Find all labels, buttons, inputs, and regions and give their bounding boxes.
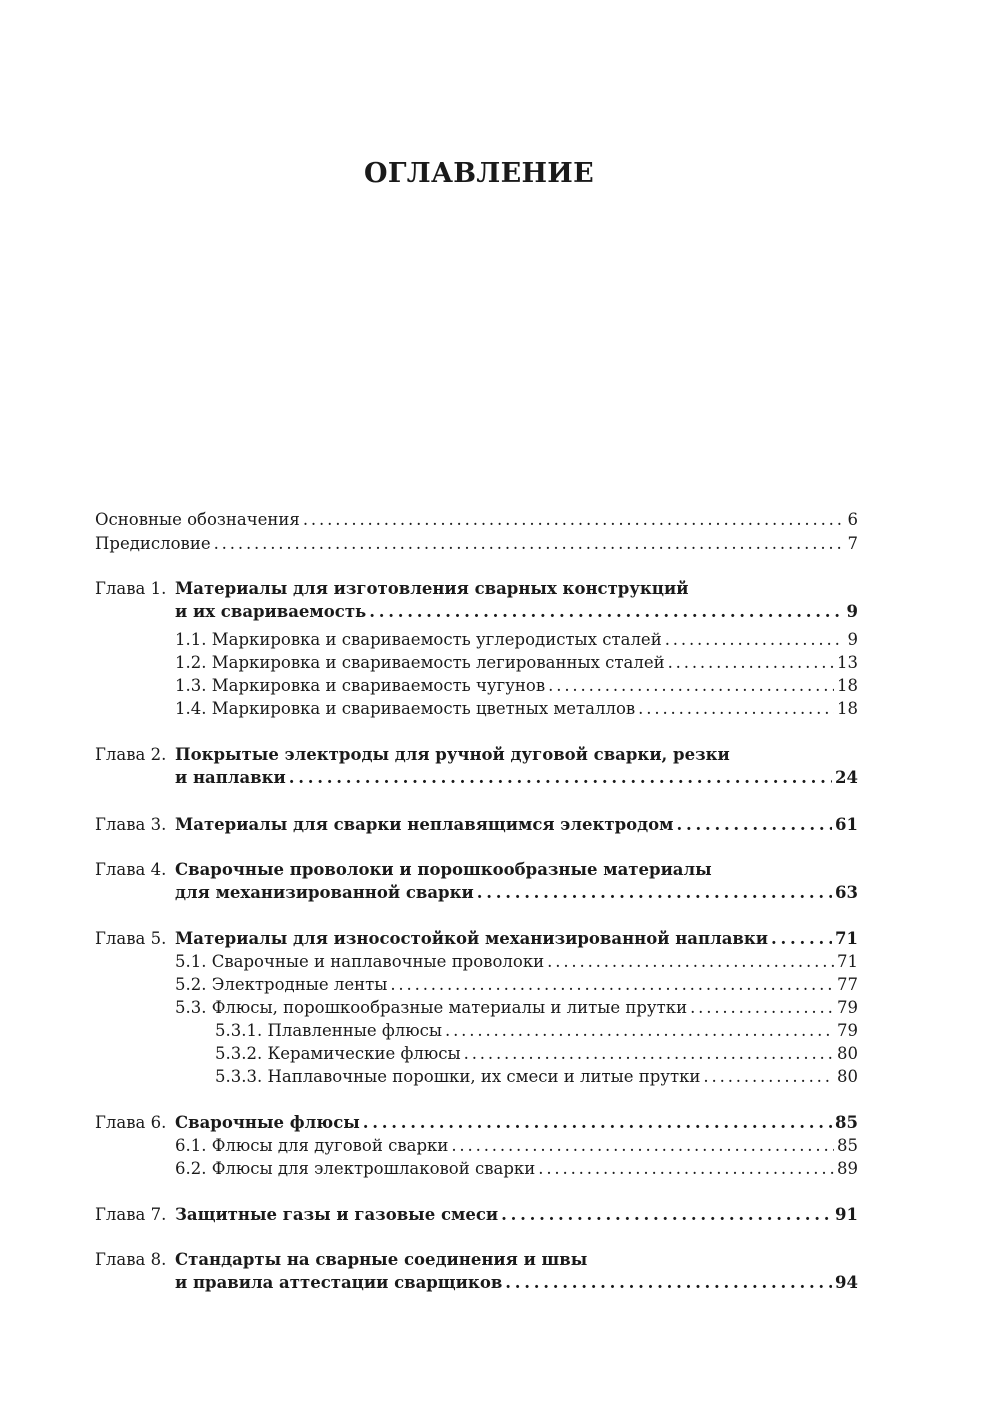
chapter-prefix: Глава 2. [95, 745, 167, 764]
toc-chapter-7[interactable] [95, 1205, 858, 1228]
toc-entry-label: 1.2. Маркировка и свариваемость легированных сталей [175, 653, 665, 672]
toc-subsection-5-3-3[interactable] [215, 1067, 858, 1090]
chapter-title-line: Материалы для износостойкой механизированной наплавки [175, 929, 769, 948]
page-title: ОГЛАВЛЕНИЕ [364, 158, 594, 189]
toc-section-5-1[interactable] [175, 952, 858, 975]
toc-page-number: 77 [837, 975, 858, 994]
toc-chapter-1[interactable] [175, 602, 858, 625]
toc-page-number: 79 [837, 998, 858, 1017]
toc-section-1-4[interactable] [175, 699, 858, 722]
chapter-title-line: Материалы для изготовления сварных конструкций [175, 579, 689, 598]
toc-chapter-4[interactable] [175, 883, 858, 906]
toc-page-number: 24 [835, 768, 858, 787]
toc-chapter-2[interactable] [175, 768, 858, 791]
toc-page-number: 71 [835, 929, 858, 948]
chapter-title-line: Сварочные флюсы [175, 1113, 360, 1132]
chapter-title-line: для механизированной сварки [175, 883, 474, 902]
toc-page-number: 9 [847, 630, 858, 649]
chapter-title-line: и наплавки [175, 768, 286, 787]
toc-page-number: 18 [837, 699, 858, 718]
toc-page-number: 80 [837, 1044, 858, 1063]
toc-section-5-3[interactable] [175, 998, 858, 1021]
toc-section-1-1[interactable] [175, 630, 858, 653]
toc-entry-label: 1.1. Маркировка и свариваемость углеродистых сталей [175, 630, 662, 649]
toc-section-5-2[interactable] [175, 975, 858, 998]
toc-entry-label: 1.3. Маркировка и свариваемость чугунов [175, 676, 546, 695]
toc-entry-label: 1.4. Маркировка и свариваемость цветных металлов [175, 699, 636, 718]
chapter-title-line: Защитные газы и газовые смеси [175, 1205, 499, 1224]
chapter-prefix: Глава 3. [95, 815, 167, 834]
toc-entry-preface[interactable] [95, 534, 858, 557]
toc-page-number: 18 [837, 676, 858, 695]
toc-entry-label: Предисловие [95, 534, 211, 553]
chapter-prefix: Глава 1. [95, 579, 167, 598]
toc-entry-label: 6.1. Флюсы для дуговой сварки [175, 1136, 449, 1155]
toc-page-number: 79 [837, 1021, 858, 1040]
toc-section-6-1[interactable] [175, 1136, 858, 1159]
chapter-prefix: Глава 7. [95, 1205, 167, 1224]
toc-page-number: 91 [835, 1205, 858, 1224]
toc-page-number: 85 [835, 1113, 858, 1132]
chapter-title-line: Сварочные проволоки и порошкообразные материалы [175, 860, 712, 879]
toc-section-1-3[interactable] [175, 676, 858, 699]
toc-page-number: 89 [837, 1159, 858, 1178]
toc-section-6-2[interactable] [175, 1159, 858, 1182]
chapter-title-line: Стандарты на сварные соединения и швы [175, 1250, 588, 1269]
toc-page-number: 85 [837, 1136, 858, 1155]
toc-entry-label: 5.3.3. Наплавочные порошки, их смеси и литые прутки [215, 1067, 701, 1086]
toc-page-number: 7 [847, 534, 858, 553]
toc-chapter-1-first-line[interactable] [95, 579, 688, 602]
toc-page-number: 94 [835, 1273, 858, 1292]
toc-page-number: 6 [847, 510, 858, 529]
toc-chapter-4-first-line[interactable] [95, 860, 712, 883]
toc-page-number: 63 [835, 883, 858, 902]
chapter-prefix: Глава 8. [95, 1250, 167, 1269]
chapter-title-line: и их свариваемость [175, 602, 367, 621]
toc-entry-label: 6.2. Флюсы для электрошлаковой сварки [175, 1159, 536, 1178]
toc-entry-label: 5.3. Флюсы, порошкообразные материалы и литые прутки [175, 998, 688, 1017]
toc-entry-label: 5.3.2. Керамические флюсы [215, 1044, 461, 1063]
toc-page-number: 61 [835, 815, 858, 834]
toc-entry-label: 5.2. Электродные ленты [175, 975, 388, 994]
toc-page-number: 71 [837, 952, 858, 971]
chapter-title-line: Покрытые электроды для ручной дуговой сварки, резки [175, 745, 730, 764]
toc-entry-label: Основные обозначения [95, 510, 300, 529]
chapter-title-line: Материалы для сварки неплавящимся электродом [175, 815, 674, 834]
chapter-prefix: Глава 5. [95, 929, 167, 948]
toc-section-1-2[interactable] [175, 653, 858, 676]
toc-chapter-2-first-line[interactable] [95, 745, 730, 768]
toc-chapter-6[interactable] [95, 1113, 858, 1136]
chapter-prefix: Глава 4. [95, 860, 167, 879]
toc-subsection-5-3-1[interactable] [215, 1021, 858, 1044]
toc-entry-label: 5.1. Сварочные и наплавочные проволоки [175, 952, 545, 971]
toc-chapter-5[interactable] [95, 929, 858, 952]
toc-subsection-5-3-2[interactable] [215, 1044, 858, 1067]
toc-chapter-8[interactable] [175, 1273, 858, 1296]
chapter-prefix: Глава 6. [95, 1113, 167, 1132]
toc-entry-label: 5.3.1. Плавленные флюсы [215, 1021, 442, 1040]
chapter-title-line: и правила аттестации сварщиков [175, 1273, 503, 1292]
toc-chapter-3[interactable] [95, 815, 858, 838]
toc-page-number: 80 [837, 1067, 858, 1086]
toc-page-number: 9 [846, 602, 858, 621]
toc-page-number: 13 [837, 653, 858, 672]
toc-entry-notation[interactable] [95, 510, 858, 533]
toc-chapter-8-first-line[interactable] [95, 1250, 587, 1273]
